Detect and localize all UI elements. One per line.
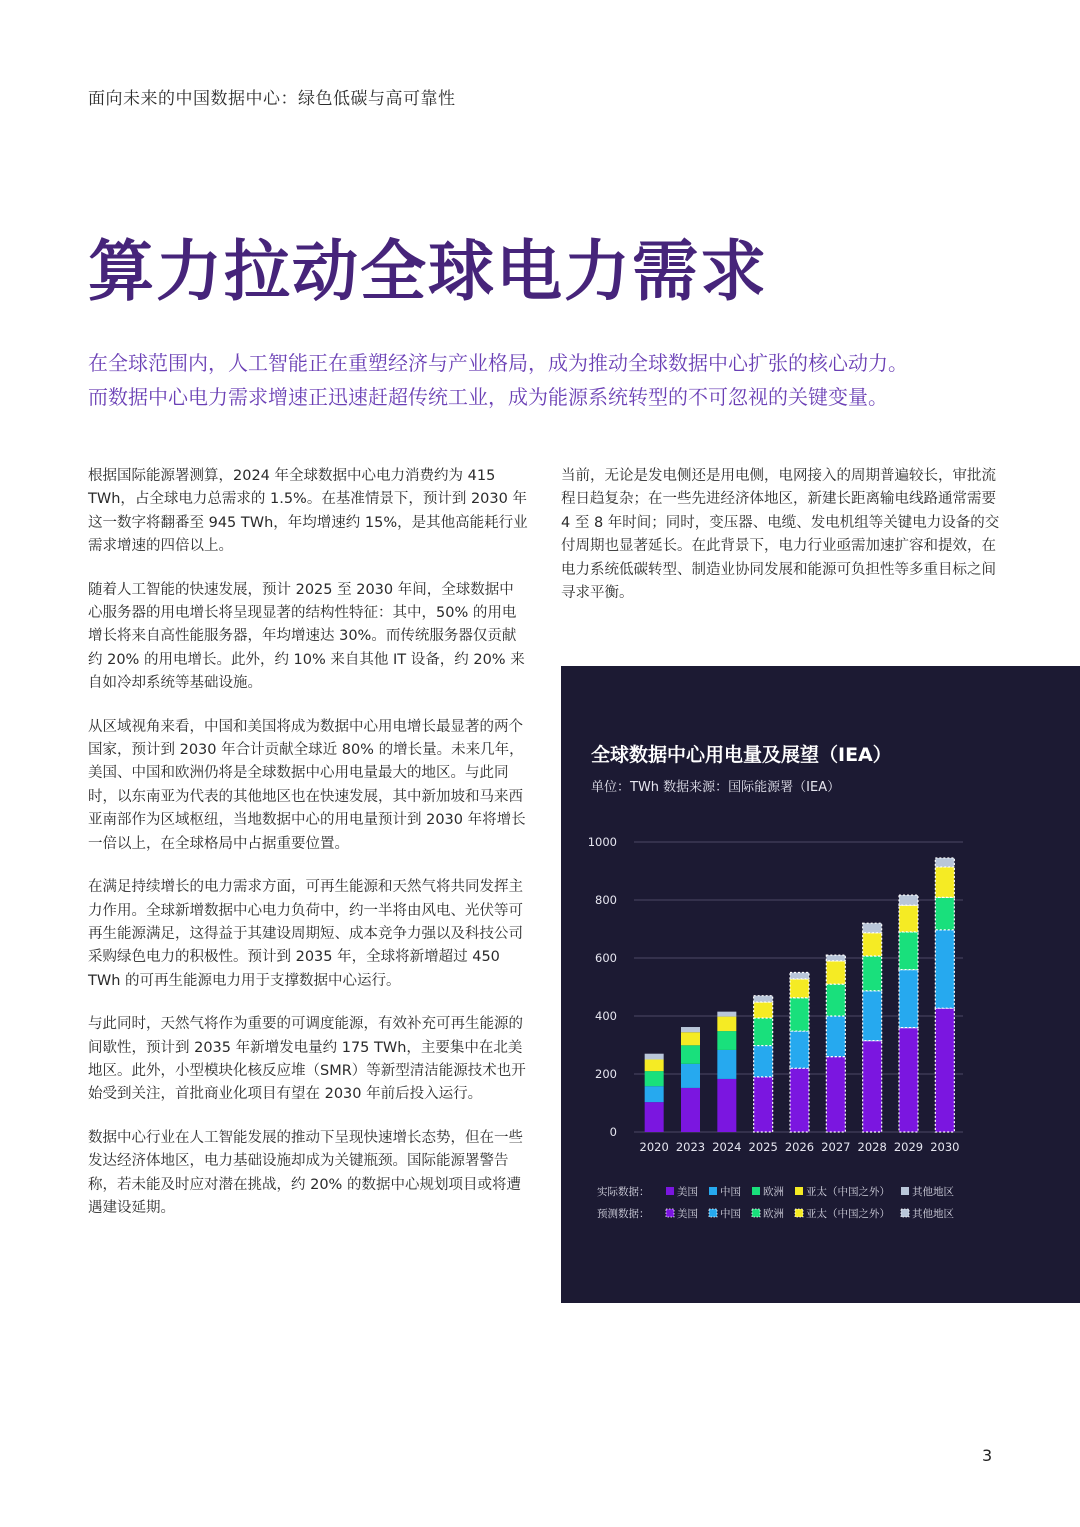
x-tick-label: 2026: [784, 1140, 815, 1154]
bar-segment: [863, 1041, 882, 1132]
bar-segment: [863, 991, 882, 1041]
bar-segment: [754, 996, 773, 1002]
bar-segment: [935, 867, 954, 897]
y-tick-label: 800: [595, 893, 617, 907]
y-tick-label: 400: [595, 1009, 617, 1023]
bar-segment: [681, 1032, 700, 1045]
legend-label: 其他地区: [912, 1186, 954, 1198]
x-tick-label: 2025: [748, 1140, 778, 1154]
legend-label: 中国: [720, 1208, 741, 1220]
bar-segment: [863, 933, 882, 956]
x-tick-label: 2020: [639, 1140, 669, 1154]
bar-segment: [790, 979, 809, 998]
bar-segment: [681, 1027, 700, 1032]
legend-swatch: [666, 1209, 674, 1217]
legend-swatch: [666, 1187, 674, 1195]
bar-segment: [645, 1086, 664, 1102]
legend-row-label: 实际数据：: [597, 1186, 650, 1198]
legend-label: 欧洲: [763, 1186, 784, 1198]
running-header: 面向未来的中国数据中心：绿色低碳与高可靠性: [88, 89, 456, 109]
left-column: [88, 465, 528, 1240]
legend-swatch: [752, 1187, 760, 1195]
body-paragraph: 数据中心行业在人工智能发展的推动下呈现快速增长态势，但在一些发达经济体地区，电力基础设施却成为关键瓶颈。国际能源署警告称，若未能及时应对潜在挑战，约 20% 的数据中心规划项目或将遭遇建设延期。: [88, 1129, 523, 1216]
bar-segment: [826, 1016, 845, 1057]
bar-segment: [717, 1031, 736, 1050]
chart-title: 全球数据中心用电量及展望（IEA）: [591, 744, 892, 766]
legend-label: 欧洲: [763, 1208, 784, 1220]
bar-segment: [899, 1028, 918, 1132]
x-tick-label: 2029: [893, 1140, 924, 1154]
bar-segment: [826, 955, 845, 961]
bar-segment: [826, 984, 845, 1016]
bar-segment: [899, 932, 918, 970]
bar-segment: [790, 1031, 809, 1068]
bar-segment: [935, 930, 954, 1008]
body-paragraph: 与此同时，天然气将作为重要的可调度能源，有效补充可再生能源的间歇性，预计到 2035 年新增发电量约 175 TWh，主要集中在北美地区。此外，小型模块化核反应堆（SMR）等新型清洁能源技术也开始受到关注，首批商业化项目有望在 2030 年前后投入运行。: [88, 1016, 526, 1103]
bar-segment: [826, 1057, 845, 1132]
legend-label: 其他地区: [912, 1208, 954, 1220]
legend-swatch: [795, 1209, 803, 1217]
x-tick-label: 2024: [712, 1140, 742, 1154]
bar-segment: [681, 1088, 700, 1132]
bar-segment: [899, 970, 918, 1028]
bar-segment: [935, 897, 954, 929]
legend-swatch: [901, 1187, 909, 1195]
bar-segment: [826, 961, 845, 984]
body-paragraph: 从区域视角来看，中国和美国将成为数据中心用电增长最显著的两个国家，预计到 2030 年合计贡献全球近 80% 的增长量。未来几年，美国、中国和欧洲仍将是全球数据中心用电量最大的地区。与此同时，以东南亚为代表的其他地区也在快速发展，其中新加坡和马来西亚南部作为区域枢纽，当地数据中心的用电量预计到 2030 年将增长一倍以上，在全球格局中占据重要位置。: [88, 718, 526, 852]
lead-line-2: 而数据中心电力需求增速正迅速赶超传统工业，成为能源系统转型的不可忽视的关键变量。: [88, 385, 888, 409]
bar-segment: [863, 956, 882, 991]
bar-segment: [681, 1064, 700, 1088]
page-number: 3: [982, 1446, 993, 1465]
legend-row-label: 预测数据：: [597, 1208, 650, 1220]
bar-segment: [645, 1060, 664, 1072]
bar-segment: [717, 1079, 736, 1132]
lead-paragraph: [88, 346, 1048, 414]
bar-segment: [754, 1018, 773, 1046]
bar-segment: [645, 1054, 664, 1060]
legend-label: 美国: [677, 1186, 698, 1198]
bar-segment: [935, 858, 954, 867]
legend-swatch: [795, 1187, 803, 1195]
right-column: [561, 465, 1001, 625]
bar-segment: [899, 895, 918, 905]
bar-segment: [717, 1050, 736, 1079]
bar-segment: [717, 1017, 736, 1032]
body-paragraph: 随着人工智能的快速发展，预计 2025 至 2030 年间，全球数据中心服务器的用电增长将呈现显著的结构性特征：其中，50% 的用电增长将来自高性能服务器，年均增速达 30%。而传统服务器仅贡献约 20% 的用电增长。此外，约 10% 来自其他 IT 设备，约 20% 来自如冷却系统等基础设施。: [88, 581, 525, 692]
legend-label: 亚太（中国之外）: [806, 1208, 890, 1220]
chart-panel: [561, 666, 1080, 1303]
bar-segment: [754, 1077, 773, 1132]
bar-segment: [645, 1102, 664, 1132]
legend-swatch: [709, 1209, 717, 1217]
legend-swatch: [752, 1209, 760, 1217]
legend-label: 亚太（中国之外）: [806, 1186, 890, 1198]
x-tick-label: 2027: [821, 1140, 851, 1154]
y-tick-label: 600: [595, 951, 617, 965]
lead-line-1: 在全球范围内，人工智能正在重塑经济与产业格局，成为推动全球数据中心扩张的核心动力。: [88, 351, 908, 375]
body-paragraph: 在满足持续增长的电力需求方面，可再生能源和天然气将共同发挥主力作用。全球新增数据中心电力负荷中，约一半将由风电、光伏等可再生能源满足，这得益于其建设周期短、成本竞争力强以及科技公司采购绿色电力的积极性。预计到 2035 年，全球将新增超过 450 TWh 的可再生能源电力用于支撑数据中心运行。: [88, 879, 523, 989]
legend-swatch: [709, 1187, 717, 1195]
bar-segment: [863, 923, 882, 933]
bar-segment: [681, 1045, 700, 1064]
chart-subtitle: 单位：TWh 数据来源：国际能源署（IEA）: [591, 780, 841, 795]
x-tick-label: 2030: [930, 1140, 960, 1154]
bar-segment: [790, 973, 809, 979]
y-tick-label: 200: [595, 1067, 617, 1081]
bar-segment: [790, 998, 809, 1031]
x-tick-label: 2028: [857, 1140, 887, 1154]
bar-segment: [754, 1002, 773, 1018]
bar-segment: [899, 905, 918, 932]
legend-label: 美国: [677, 1208, 698, 1220]
page-title: 算力拉动全球电力需求: [88, 233, 768, 310]
body-paragraph: 根据国际能源署测算，2024 年全球数据中心电力消费约为 415 TWh，占全球电力总需求的 1.5%。在基准情景下，预计到 2030 年这一数字将翻番至 945 TWh，年均增速约 15%，是其他高能耗行业需求增速的四倍以上。: [88, 468, 528, 555]
y-tick-label: 1000: [587, 835, 617, 849]
bar-segment: [754, 1046, 773, 1077]
x-tick-label: 2023: [675, 1140, 706, 1154]
legend-swatch: [901, 1209, 909, 1217]
legend-label: 中国: [720, 1186, 741, 1198]
bar-segment: [935, 1008, 954, 1132]
stacked-bar-chart: [561, 666, 1080, 1303]
bar-segment: [645, 1071, 664, 1086]
body-paragraph: 当前，无论是发电侧还是用电侧，电网接入的周期普遍较长，审批流程日趋复杂；在一些先进经济体地区，新建长距离输电线路通常需要 4 至 8 年时间；同时，变压器、电缆、发电机组等关键电力设备的交付周期也显著延长。在此背景下，电力行业亟需加速扩容和提效，在电力系统低碳转型、制造业协同发展和能源可负担性等多重目标之间寻求平衡。: [561, 468, 1000, 602]
bar-segment: [790, 1068, 809, 1132]
y-tick-label: 0: [609, 1125, 617, 1139]
bar-segment: [717, 1012, 736, 1017]
